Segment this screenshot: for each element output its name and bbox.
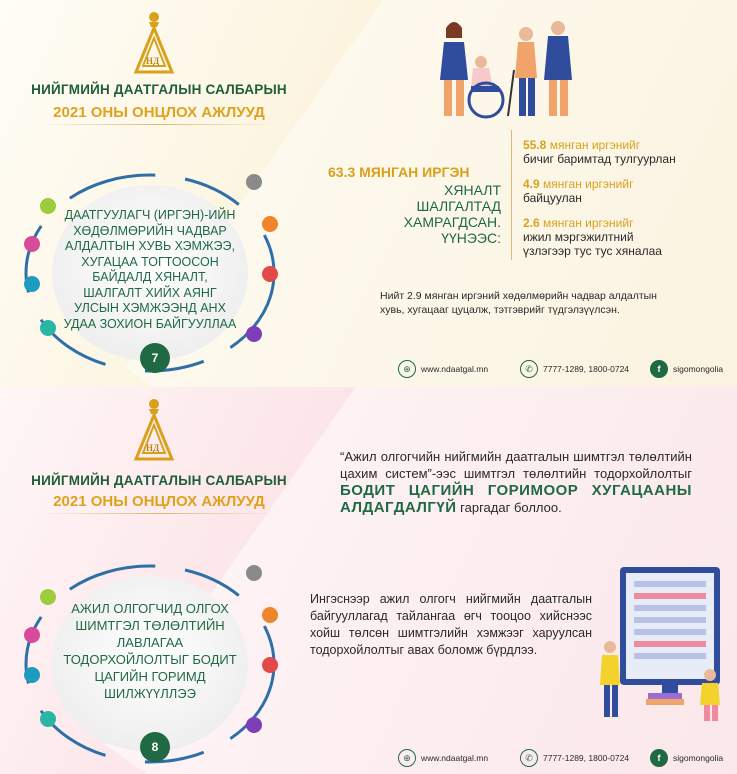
footer-phone[interactable] <box>520 360 629 378</box>
stat-item <box>523 216 663 258</box>
footer-phone[interactable] <box>520 749 629 767</box>
quote-part-2: гаргадаг боллоо. <box>460 500 562 515</box>
stat-desc: бичиг баримтад тулгуурлан <box>523 152 676 166</box>
facebook-text: sigomongolia <box>673 753 724 763</box>
headline-block <box>366 182 501 246</box>
title-line-2: 2021 ОНЫ ОНЦЛОХ АЖЛУУД <box>53 104 265 121</box>
facebook-icon: f <box>650 360 668 378</box>
website-text: www.ndaatgal.mn <box>421 364 489 374</box>
headline-line-2: ХАМРАГДСАН. <box>403 214 501 230</box>
globe-icon: ⊕ <box>398 749 416 767</box>
svg-text:НД: НД <box>146 56 160 66</box>
ndaatgal-logo <box>130 395 178 465</box>
result-paragraph: Ингэснээр ажил олгогч нийгмийн даатгалын байгууллагад тайлангаа өгч тооцоо хийснээс хойш төлсөн шимтгэлийн хэмжээг харуулсан тодорхойлолтыг авах боломж бүрдлээ. <box>310 592 592 657</box>
summary-note: Нийт 2.9 мянган иргэний хөдөлмөрийн чадвар алдалтын хувь, хугацааг цуцалж, тэтгэврийг түдгэлзүүлсэн. <box>380 290 657 316</box>
stat-item <box>523 177 723 205</box>
slide-number-badge: 7 <box>140 343 170 373</box>
slide-8 <box>0 387 737 774</box>
title-line-1: НИЙГМИЙН ДААТГАЛЫН САЛБАРЫН <box>31 473 287 488</box>
stat-unit: мянган иргэнийг <box>543 177 634 191</box>
stat-unit: мянган иргэнийг <box>549 138 641 152</box>
stat-value: 55.8 <box>523 138 547 152</box>
report-illustration <box>598 563 728 723</box>
svg-text:НД: НД <box>146 443 160 453</box>
headline-line-1: ХЯНАЛТ ШАЛГАЛТАД <box>416 182 501 214</box>
footer-facebook[interactable] <box>650 360 723 378</box>
footer-website[interactable] <box>398 749 488 767</box>
title-divider <box>38 124 278 125</box>
quote-highlight: БОДИТ ЦАГИЙН ГОРИМООР ХУГАЦААНЫ АЛДАГДАЛГҮЙ <box>340 482 692 516</box>
phone-text: 7777-1289, 1800-0724 <box>543 364 630 374</box>
facebook-text: sigomongolia <box>673 364 724 374</box>
quote-part-1: “Ажил олгогчийн нийгмийн даатгалын шимтгэл төлөлтийн цахим систем”-ээс шимтгэл төлөлтийн тодорхойлолтыг <box>340 449 692 481</box>
title-divider <box>38 513 278 514</box>
stat-desc: ижил мэргэжилтний үзлэгээр тус тус хяналаа <box>523 230 662 258</box>
stats-divider <box>511 130 512 260</box>
accessibility-illustration <box>436 20 594 120</box>
stat-value: 4.9 <box>523 177 540 191</box>
facebook-icon: f <box>650 749 668 767</box>
phone-icon: ✆ <box>520 360 538 378</box>
footer-website[interactable] <box>398 360 488 378</box>
circle-headline: АЖИЛ ОЛГОГЧИД ОЛГОХ ШИМТГЭЛ ТӨЛӨЛТИЙН ЛАВЛАГАА ТОДОРХОЙЛОЛТЫГ БОДИТ ЦАГИЙН ГОРИМД ШИЛЖҮҮЛЛЭЭ <box>63 601 237 701</box>
phone-text: 7777-1289, 1800-0724 <box>543 753 630 763</box>
stat-unit: мянган иргэнийг <box>543 216 634 230</box>
phone-icon: ✆ <box>520 749 538 767</box>
globe-icon: ⊕ <box>398 360 416 378</box>
footer-facebook[interactable] <box>650 749 723 767</box>
ndaatgal-logo <box>130 8 178 78</box>
title-line-1: НИЙГМИЙН ДААТГАЛЫН САЛБАРЫН <box>31 82 287 97</box>
website-text: www.ndaatgal.mn <box>421 753 489 763</box>
title-line-2: 2021 ОНЫ ОНЦЛОХ АЖЛУУД <box>53 493 265 510</box>
circle-headline: ДААТГУУЛАГЧ (ИРГЭН)-ИЙН ХӨДӨЛМӨРИЙН ЧАДВАР АЛДАЛТЫН ХУВЬ ХЭМЖЭЭ, ХУГАЦАА ТОГТООСОН БАЙДАЛД ХЯНАЛТ, ШАЛГАЛТ ХИЙХ АЯНГ УЛСЫН ХЭМЖЭЭНД АНХ УДАА ЗОХИОН БАЙГУУЛЛАА <box>63 208 237 331</box>
stat-value: 2.6 <box>523 216 540 230</box>
headline-number: 63.3 МЯНГАН ИРГЭН <box>328 164 470 180</box>
headline-line-3: ҮҮНЭЭС: <box>441 230 501 246</box>
stat-desc: байцуулан <box>523 191 582 205</box>
slide-number-badge: 8 <box>140 732 170 762</box>
quote-paragraph <box>340 448 692 516</box>
stat-item <box>523 138 723 166</box>
